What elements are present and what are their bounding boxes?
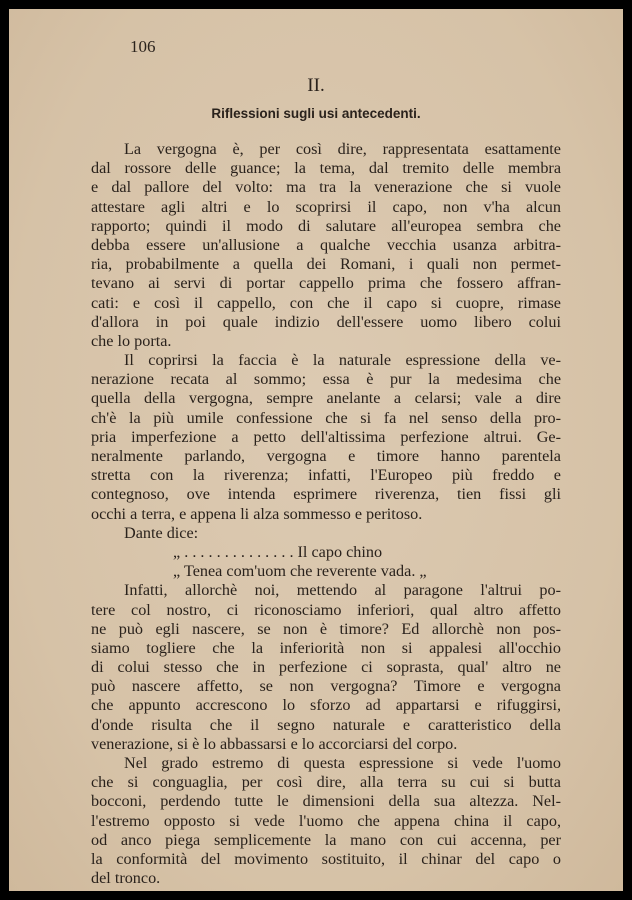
text-line: che si conguaglia, per così dire, alla terra su cui si butta [91,773,561,792]
text-line: ne può egli nascere, se non è timore? Ed allorchè non pos- [91,619,561,638]
verse-line-1: „ . . . . . . . . . . . . . . Il capo chino [173,542,383,561]
text-line: d'allora in poi quale indizio dell'essere uomo libero colui [91,312,561,331]
text-line: stretta con la riverenza; infatti, l'Europeo più freddo e [91,466,561,485]
paragraph-1 [91,140,561,351]
text-line: può nascere affetto, se non vergogna? Timore e vergogna [91,677,561,696]
text-line: pria imperfezione a petto dell'altissima perfezione altrui. Ge- [91,427,561,446]
text-line: ch'è la più umile confessione che si fa nel senso della pro- [91,408,561,427]
text-line: Nel grado estremo di questa espressione si vede l'uomo [124,754,561,772]
text-line: siamo togliere che la inferiorità non si appalesi all'occhio [91,638,561,657]
text-line: ria, probabilmente a quella dei Romani, i quali non permet- [91,255,561,274]
text-line: bocconi, perdendo tutte le dimensioni della sua altezza. Nel- [91,792,561,811]
text-line: tevano ai servi di portar cappello prima che fossero affran- [91,274,561,293]
text-line: tere col nostro, ci riconosciamo inferiori, qual altro affetto [91,600,561,619]
text-line: attestare agli altri e lo scoprirsi il capo, non v'ha alcun [91,197,561,216]
dante-intro: Dante dice: [124,523,199,542]
text-line: e dal pallore del volto: ma tra la venerazione che si vuole [91,178,561,197]
verse-line-2: „ Tenea com'uom che reverente vada. „ [173,562,427,581]
text-line: l'estremo opposto si vede l'uomo che appena china il capo, [91,811,561,830]
chapter-subtitle: Riflessioni sugli usi antecedenti. [211,106,421,121]
text-line: venerazione, si è lo abbassarsi e lo accorciarsi del corpo. [91,734,458,753]
text-line: la conformità del movimento sostituito, il chinar del capo o [91,849,561,868]
paragraph-4 [91,754,561,888]
body-text [91,140,561,888]
paragraph-2 [91,351,561,524]
text-line: contegnoso, ove intenda esprimere riverenza, tien fissi gli [91,485,561,504]
text-line: che appunto accrescono lo sforzo ad appartarsi e rifuggirsi, [91,696,561,715]
text-line: dal rossore delle guance; la tema, dal tremito delle membra [91,159,561,178]
page-number: 106 [130,37,156,56]
text-line: La vergogna è, per così dire, rappresentata esattamente [124,140,561,158]
text-line: cati: e così il cappello, con che il capo si cuopre, rimase [91,293,561,312]
text-line: occhi a terra, e appena li alza sommesso e peritoso. [91,504,423,523]
text-line: quella della vergogna, sempre anelante a celarsi; vale a dire [91,389,561,408]
text-line: Il coprirsi la faccia è la naturale espressione della ve- [124,351,561,370]
book-page [9,9,623,891]
text-line: del tronco. [91,869,161,888]
text-line: di colui stesso che in perfezione ci soprasta, qual' altro ne [91,658,561,677]
paragraph-3 [91,581,561,754]
text-line: debba essere un'allusione a qualche vecchia usanza arbitra- [91,235,561,254]
text-line: Infatti, allorchè noi, mettendo al paragone l'altrui po- [124,581,561,600]
text-line: che lo porta. [91,331,172,350]
text-line: nerazione recata al sommo; essa è pur la medesima che [91,370,561,389]
text-line: d'onde risulta che il segno naturale e caratteristico della [91,715,561,734]
text-line: od anco piega semplicemente la mano con cui accenna, per [91,830,561,849]
chapter-heading: II. [307,75,325,96]
text-line: rapporto; quindi il modo di salutare all'europea sembra che [91,216,561,235]
text-line: neralmente parlando, vergogna e timore hanno parentela [91,447,561,465]
